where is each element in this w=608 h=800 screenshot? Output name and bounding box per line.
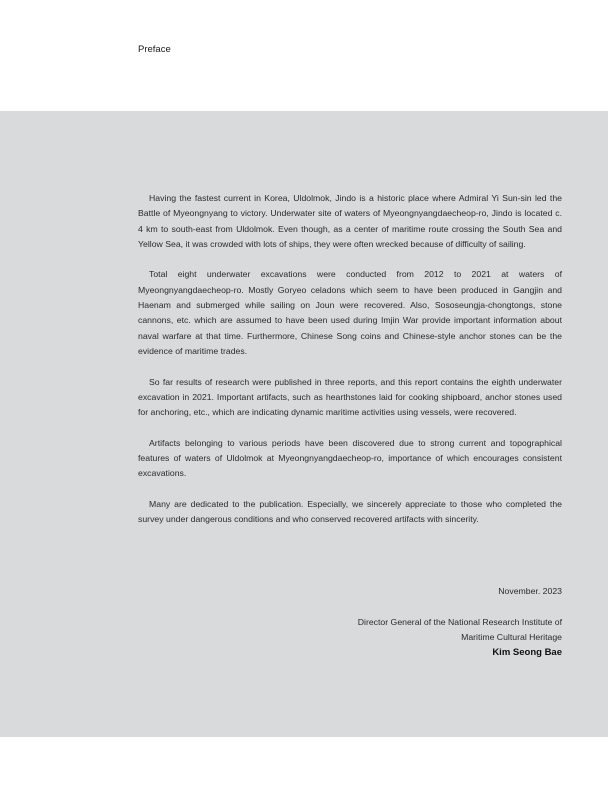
signature-block <box>262 584 562 660</box>
paragraph-2: Total eight underwater excavations were conducted from 2012 to 2021 at waters of Myeongnyangdaecheop-ro. Mostly Goryeo celadons which seem to have been produced in Gangjin and Haenam and submerged while sailing on Joun were recovered. Also, Sososeungja-chongtongs, stone cannons, etc. which are assumed to have been used during Imjin War provide important information about naval warfare at that time. Furthermore, Chinese Song coins and Chinese-style anchor stones can be the evidence of maritime trades. <box>138 269 562 356</box>
paragraph-3: So far results of research were published in three reports, and this report contains the eighth underwater excavation in 2021. Important artifacts, such as hearthstones laid for cooking shipboard, anchor stones used for anchoring, etc., which are indicating dynamic maritime activities using vessels, were recovered. <box>138 376 562 418</box>
paragraph-4: Artifacts belonging to various periods have been discovered due to strong current and topographical features of waters of Uldolmok at Myeongnyangdaecheop-ro, importance of which encourages consistent excavations. <box>138 437 562 479</box>
paragraph-1: Having the fastest current in Korea, Uldolmok, Jindo is a historic place where Admiral Yi Sun-sin led the Battle of Myeongnyang to victory. Underwater site of waters of Myeongnyangdaecheop-ro, Jindo is located c. 4 km to south-east from Uldolmok. Even though, as a center of maritime route crossing the South Sea and Yellow Sea, it was crowded with lots of ships, they were often wrecked because of difficulty of sailing. <box>138 193 562 249</box>
signatory-name: Kim Seong Bae <box>492 647 562 659</box>
paragraph-5: Many are dedicated to the publication. Especially, we sincerely appreciate to those who completed the survey under dangerous conditions and who conserved recovered artifacts with sincerity. <box>138 498 562 525</box>
signature-title-line-2: Maritime Cultural Heritage <box>461 631 562 642</box>
signature-title-line-1: Director General of the National Research Institute of <box>357 616 562 627</box>
page-section-title: Preface <box>138 44 171 55</box>
preface-body <box>138 191 562 543</box>
signature-date: November. 2023 <box>498 586 562 596</box>
